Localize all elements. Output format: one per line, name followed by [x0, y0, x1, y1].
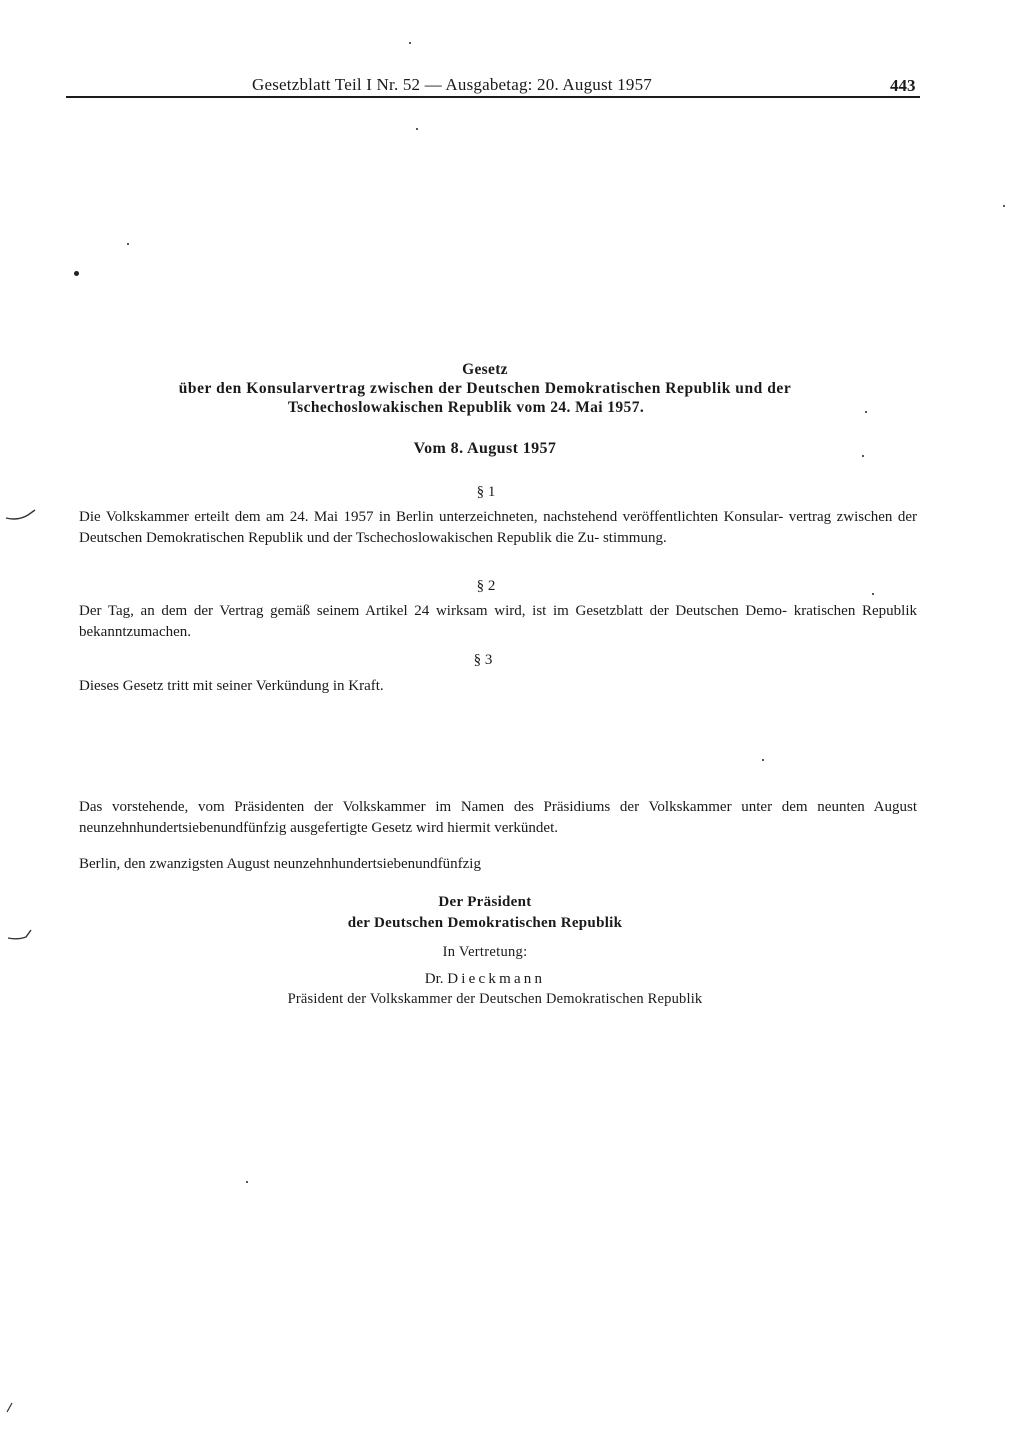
section-3-text: Dieses Gesetz tritt mit seiner Verkündung in Kraft. — [79, 678, 384, 694]
signatory-deputy: In Vertretung: — [442, 944, 528, 960]
scan-speck — [872, 593, 874, 595]
page-number: 443 — [890, 76, 916, 95]
scan-speck — [127, 243, 129, 245]
signatory-title-1: Der Präsident — [438, 894, 532, 910]
scan-speck — [74, 271, 79, 276]
scan-speck — [409, 42, 411, 44]
header-rule — [66, 96, 920, 98]
law-title-line-2: über den Konsularvertrag zwischen der Deutschen Demokratischen Republik und der — [178, 380, 792, 397]
section-mark-2: § 2 — [476, 578, 496, 594]
header-title: Gesetzblatt Teil I Nr. 52 — Ausgabetag: 20. August 1957 — [252, 75, 652, 94]
law-date: Vom 8. August 1957 — [413, 440, 557, 457]
law-title-line-3: Tschechoslowakischen Republik vom 24. Mai 1957. — [287, 399, 645, 416]
section-mark-1: § 1 — [476, 484, 496, 500]
margin-mark — [4, 1400, 16, 1414]
signatory-name — [200, 971, 770, 988]
section-2-text: Der Tag, an dem der Vertrag gemäß seinem Artikel 24 wirksam wird, ist im Gesetzblatt der Deutschen Demo- kratischen Republik bekanntzumachen. — [79, 603, 917, 640]
signatory-name-prefix: Dr. — [424, 971, 444, 987]
section-mark-3: § 3 — [473, 652, 493, 668]
margin-mark — [4, 508, 38, 522]
section-1-text: Die Volkskammer erteilt dem am 24. Mai 1957 in Berlin unterzeichneten, nachstehend veröffentlichten Konsular- vertrag zwischen der Deutschen Demokratischen Republik und der Tschechoslowakischen Republik die Zu- stimmung. — [79, 509, 917, 546]
scan-speck — [416, 128, 418, 130]
scan-speck — [1003, 205, 1005, 207]
signatory-name-text: Dieckmann — [447, 971, 546, 987]
promulgation-text: Das vorstehende, vom Präsidenten der Volkskammer im Namen des Präsidiums der Volkskammer unter dem neunten August neunzehnhundertsiebenundfünfzig ausgefertigte Gesetz wird hiermit verkündet. — [79, 799, 917, 836]
scan-speck — [762, 759, 764, 761]
scan-speck — [862, 455, 864, 457]
scan-speck — [246, 1181, 248, 1183]
signatory-role: Präsident der Volkskammer der Deutschen Demokratischen Republik — [287, 991, 703, 1007]
margin-mark — [6, 928, 34, 942]
law-title-line-1: Gesetz — [462, 361, 508, 378]
signatory-title-2: der Deutschen Demokratischen Republik — [347, 915, 623, 931]
place-date: Berlin, den zwanzigsten August neunzehnhundertsiebenundfünfzig — [79, 856, 481, 872]
law-title — [100, 360, 870, 417]
